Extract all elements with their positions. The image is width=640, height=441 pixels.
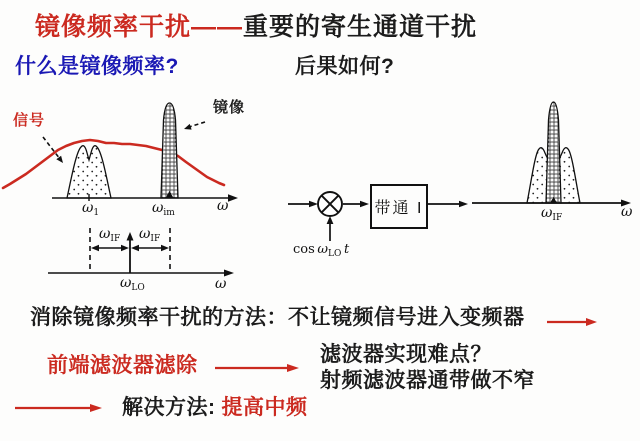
omega-lo-label: $\omega_{LO}$ xyxy=(120,275,145,293)
filter-difficulty-line1: 滤波器实现难点？ xyxy=(320,343,492,366)
omega-axis-label: ω xyxy=(217,198,229,214)
signal-hump-shape xyxy=(67,146,111,198)
mixer-to-filter-arrow xyxy=(343,201,369,207)
output-spectrum-diagram xyxy=(468,92,640,212)
if-left-measure-arrow xyxy=(91,245,129,251)
omega-im-label: $\omega_{im}$ xyxy=(152,200,175,218)
title-accent: 镜像频率干扰 xyxy=(35,13,192,41)
front-filter-method: 前端滤波器滤除 xyxy=(47,354,198,377)
if-right-measure-arrow xyxy=(131,245,169,251)
image-callout-arrow xyxy=(184,122,205,130)
omega-if-left-label: $\omega_{IF}$ xyxy=(99,226,121,244)
lo-input-arrow xyxy=(327,216,334,241)
lo-signal-label: $\cos \omega_{LO}$ t xyxy=(293,242,350,259)
lo-vertical-arrow xyxy=(127,232,134,273)
bandpass-filter-label: 带通 I xyxy=(374,200,424,217)
signal-label: 信号 xyxy=(13,112,46,129)
question-right: 后果如何? xyxy=(295,55,395,78)
red-arrow-2 xyxy=(212,357,304,379)
solution-row xyxy=(122,396,308,420)
filter-response-curve xyxy=(3,140,224,188)
omega-axis-label-2: ω xyxy=(215,276,227,292)
omega-axis-label-3: ω xyxy=(621,204,633,220)
filter-difficulty-line2: 射频滤波器通带做不窄 xyxy=(320,369,535,392)
omega1-label: $\omega_1$ xyxy=(82,200,100,218)
red-arrow-3 xyxy=(12,397,108,419)
method-statement: 消除镜像频率干扰的方法：不让镜频信号进入变频器 xyxy=(30,306,525,329)
page-title xyxy=(35,13,477,42)
red-arrow-1 xyxy=(545,312,600,332)
title-dash: —— xyxy=(191,13,244,41)
mixer-icon xyxy=(318,192,342,216)
omega-if-output-label: $\omega_{IF}$ xyxy=(541,205,563,223)
bandpass-filter-box xyxy=(370,184,428,229)
translated-image-peak-shape xyxy=(546,102,561,203)
question-left: 什么是镜像频率? xyxy=(15,55,179,78)
image-peak-shape xyxy=(161,103,178,198)
omega-if-right-label: $\omega_{IF}$ xyxy=(139,226,161,244)
solution-value: 提高中频 xyxy=(221,396,308,419)
output-arrow xyxy=(426,201,468,207)
input-arrow xyxy=(288,201,318,207)
solution-label: 解决方法: xyxy=(122,396,216,419)
title-main: 重要的寄生通道干扰 xyxy=(243,13,478,41)
image-label: 镜像 xyxy=(213,99,246,116)
